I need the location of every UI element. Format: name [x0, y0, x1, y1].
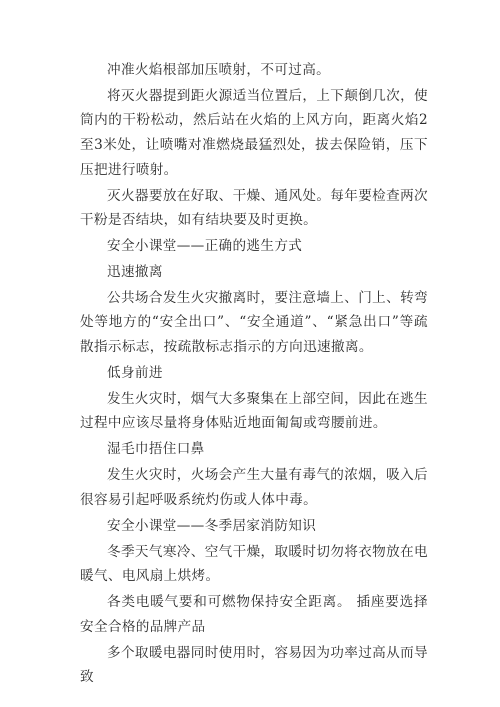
section-heading-winter-safety: 安全小课堂——冬季居家消防知识: [107, 517, 317, 534]
paragraph-extinguisher-usage: 将灭火器提到距火源适当位置后，上下颠倒几次，使筒内的干粉松动，然后站在火焰的上风方向，距离火焰2至3米处，让喷嘴对准燃烧最猛烈处，拔去保险销，压下压把进行喷射。: [80, 87, 428, 178]
paragraph-heater-distance: 各类电暖气要和可燃物保持安全距离。 插座要选择安全合格的品牌产品: [80, 594, 428, 635]
paragraph-winter-drying: 冬季天气寒冷、空气干燥，取暖时切勿将衣物放在电暖气、电风扇上烘烤。: [80, 543, 428, 585]
section-heading-escape: 安全小课堂——正确的逃生方式: [107, 238, 303, 255]
paragraph-evacuate-quickly: 公共场合发生火灾撤离时，要注意墙上、门上、转弯处等地方的“安全出口”、“安全通道”、“紧急出口”等疏散指示标志，按疏散标志指示的方向迅速撤离。: [80, 289, 428, 356]
paragraph-extinguisher-storage: 灭火器要放在好取、干燥、通风处。每年要检查两次干粉是否结块，如有结块要及时更换。: [80, 187, 428, 229]
paragraph-extinguisher-aim: 冲准火焰根部加压喷射，不可过高。: [107, 62, 331, 78]
subheading-wet-towel: 湿毛巾捂住口鼻: [107, 441, 205, 458]
paragraph-stay-low: 发生火灾时，烟气大多聚集在上部空间，因此在逃生过程中应该尽量将身体贴近地面匍匐或弯腰前进。: [80, 390, 428, 432]
paragraph-multiple-heaters: 多个取暖电器同时使用时，容易因为功率过高从而导致: [80, 644, 428, 686]
paragraph-wet-towel: 发生火灾时，火场会产生大量有毒气的浓烟，吸入后很容易引起呼吸系统灼伤或人体中毒。: [80, 467, 428, 508]
subheading-evacuate-quickly: 迅速撤离: [107, 263, 163, 280]
document-body: [80, 58, 428, 691]
subheading-stay-low: 低身前进: [107, 364, 163, 381]
